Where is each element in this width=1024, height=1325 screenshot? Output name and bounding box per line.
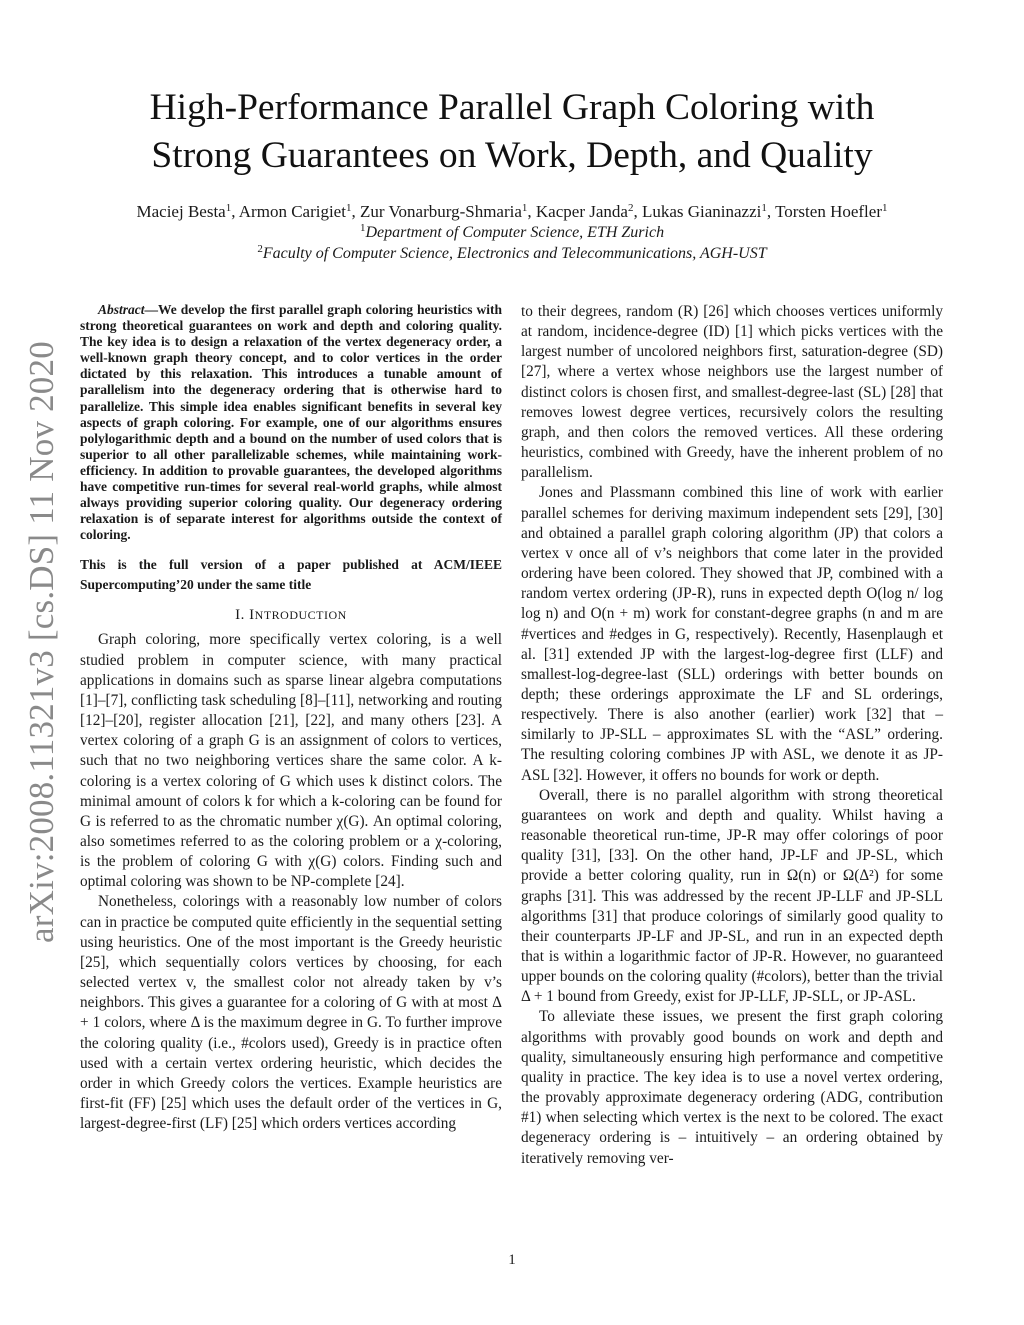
author-name: Zur Vonarburg-Shmaria: [359, 202, 522, 221]
author-affiliation-mark: 1: [521, 202, 528, 214]
section-title-rest: NTRODUCTION: [254, 608, 347, 623]
body-paragraph: Jones and Plassmann combined this line of work with earlier parallel schemes for deriving maximum independent sets [29], [30] and obtained a parallel graph coloring algorithm (JP) that colors a vertex v once all of v’s neighbors that come later in the provided ordering have been colored. They showed that JP, combined with a random vertex ordering (JP-R), runs in expected depth O(log n/ log log n) and O(n + m) work for constant-degree graphs (n and m are #vertices and #edges in G, respectively). Recently, Hasenplaugh et al. [31] extended JP with the largest-log-degree first (LLF) and smallest-log-degree-last (SLL) orderings with better bounds on depth; these orderings approximate the LF and SL orderings, respectively. There is also another (earlier) work [32] that – similarly to JP-SLL – approximates SL with the “ASL” ordering. The resulting coloring combines JP with ASL, we denote it as JP-ASL [32]. However, it offers no bounds for work or depth.: [521, 484, 943, 784]
arxiv-side-stamp: arXiv:2008.11321v3 [cs.DS] 11 Nov 2020: [22, 341, 61, 943]
title-line-1: High-Performance Parallel Graph Coloring with: [149, 87, 875, 128]
section-initial: I: [249, 607, 255, 624]
body-paragraph: To alleviate these issues, we present the first graph coloring algorithms with provably good bounds on work and depth and quality, simultaneously ensuring high performance and competitive quality in practice. The key idea is to use a novel vertex ordering, the provably approximate degeneracy ordering (ADG, contribution #1) when selecting which vertex is the next to be colored. The exact degeneracy ordering is – intuitively – an ordering obtained by iteratively removing ver-: [521, 1008, 943, 1167]
right-column: [521, 302, 943, 1169]
section-number: I.: [235, 607, 245, 624]
author-affiliation-mark: 1: [881, 202, 888, 214]
affiliation-text: Faculty of Computer Science, Electronics and Telecommunications, AGH-UST: [262, 245, 767, 262]
affiliation-number: 2: [257, 243, 263, 255]
affiliation-number: 1: [359, 222, 366, 234]
body-paragraph: Overall, there is no parallel algorithm with strong theoretical guarantees on work and depth and quality. Whilst having a reasonable theoretical run-time, JP-R may offer colorings of poor quality [31], [33]. On the other hand, JP-LF and JP-SL, which provide a better coloring quality, run in Ω(n) or Ω(Δ²) for some graphs [31]. This was addressed by the recent JP-LLF and JP-SLL algorithms [31] that produce colorings of similarly good quality to their counterparts JP-LF and JP-SL, and run in an expected depth that is within a logarithmic factor of JP-R. However, no guaranteed upper bounds on the coloring quality (#colors), better than the trivial Δ + 1 bound from Greedy, exist for JP-LLF, JP-SLL, or JP-ASL.: [521, 786, 943, 1006]
author-name: Armon Carigiet: [238, 202, 346, 221]
title-line-2: Strong Guarantees on Work, Depth, and Quality: [151, 135, 873, 176]
section-heading-introduction: [80, 607, 502, 624]
affiliation-2: [60, 243, 964, 264]
abstract: [80, 302, 502, 543]
left-column: [80, 302, 502, 1134]
affiliation-text: Department of Computer Science, ETH Zurich: [365, 224, 665, 241]
author-affiliation-mark: 1: [345, 202, 352, 214]
abstract-body: —We develop the first parallel graph coloring heuristics with strong theoretical guarantees on work and depth and coloring quality. The key idea is to design a relaxation of the vertex degeneracy order, a well-known graph theory concept, and to color vertices in the order dictated by this relaxation. This introduces a tunable amount of parallelism into the degeneracy ordering that is otherwise hard to parallelize. This simple idea enables significant benefits in several key aspects of graph coloring. For example, one of our algorithms ensures polylogarithmic depth and a bound on the number of used colors that is superior to all other parallelizable schemes, while maintaining work-efficiency. In addition to provable guarantees, the developed algorithms have competitive run-times for several real-world graphs, while almost always providing superior coloring quality. Our degeneracy ordering relaxation is of separate interest for algorithms outside the context of coloring.: [80, 302, 502, 543]
author-name: Kacper Janda: [535, 202, 628, 221]
abstract-label: Abstract: [98, 302, 145, 317]
author-block: [60, 202, 964, 264]
author-name: Maciej Besta: [136, 202, 226, 221]
author-list: Maciej Besta$^1$, Armon Carigiet$^1$, Zur Vonarburg-Shmaria$^1$, Kacper Janda$^2$, Lukas Gianinazzi$^1$, Torsten Hoefler$^1$: [136, 202, 888, 221]
full-version-note: This is the full version of a paper published at ACM/IEEE Supercomputing’20 under the same title: [80, 557, 502, 593]
page-number: 1: [508, 1252, 516, 1268]
author-name: Torsten Hoefler: [775, 202, 882, 221]
author-affiliation-mark: 1: [225, 202, 232, 214]
body-paragraph: to their degrees, random (R) [26] which chooses vertices uniformly at random, incidence-degree (ID) [1] which picks vertices with the largest number of uncolored neighbors first, saturation-degree (SD) [27], where a vertex whose neighbors use the largest number of distinct colors is chosen first, and smallest-degree-last (SL) [28] that removes lowest degree vertices, recursively colors the resulting graph, and then colors the removed vertices. All these ordering heuristics, combined with Greedy, have the inherent problem of no parallelism.: [521, 303, 943, 482]
author-affiliation-mark: 1: [761, 202, 767, 214]
body-paragraph: Graph coloring, more specifically vertex coloring, is a well studied problem in computer science, with many practical applications in domains such as sparse linear algebra computations [1]–[7], conflicting task scheduling [8]–[11], networking and routing [12]–[20], register allocation [21], [22], and many others [23]. A vertex coloring of a graph G is an assignment of colors to vertices, such that no two neighboring vertices share the same color. A k-coloring is a vertex coloring of G which uses k distinct colors. The minimal amount of colors k for which a k-coloring can be found for G is referred to as the chromatic number χ(G). An optimal coloring, also sometimes referred to as the coloring problem or a χ-coloring, is the problem of coloring G with χ(G) colors. Finding such and optimal coloring was shown to be NP-complete [24].: [80, 631, 502, 891]
body-paragraph: Nonetheless, colorings with a reasonably low number of colors can in practice be computed quite efficiently in the sequential setting using heuristics. One of the most important is the Greedy heuristic [25], which sequentially colors vertices by choosing, for each selected vertex v, the smallest color not already taken by v’s neighbors. This gives a guarantee for a coloring of G with at most Δ + 1 colors, where Δ is the maximum degree in G. To further improve the coloring quality (i.e., #colors used), Greedy is in practice often used with a certain vertex ordering heuristic, which decides the order in which Greedy colors the vertices. Example heuristics are first-fit (FF) [25] which uses the default order of the vertices in G, largest-degree-first (LF) [25] which orders vertices according: [80, 893, 502, 1133]
author-affiliation-mark: 2: [627, 202, 634, 214]
affiliation-1: [60, 222, 964, 243]
paper-title: [80, 84, 944, 180]
author-name: Lukas Gianinazzi: [641, 202, 762, 221]
